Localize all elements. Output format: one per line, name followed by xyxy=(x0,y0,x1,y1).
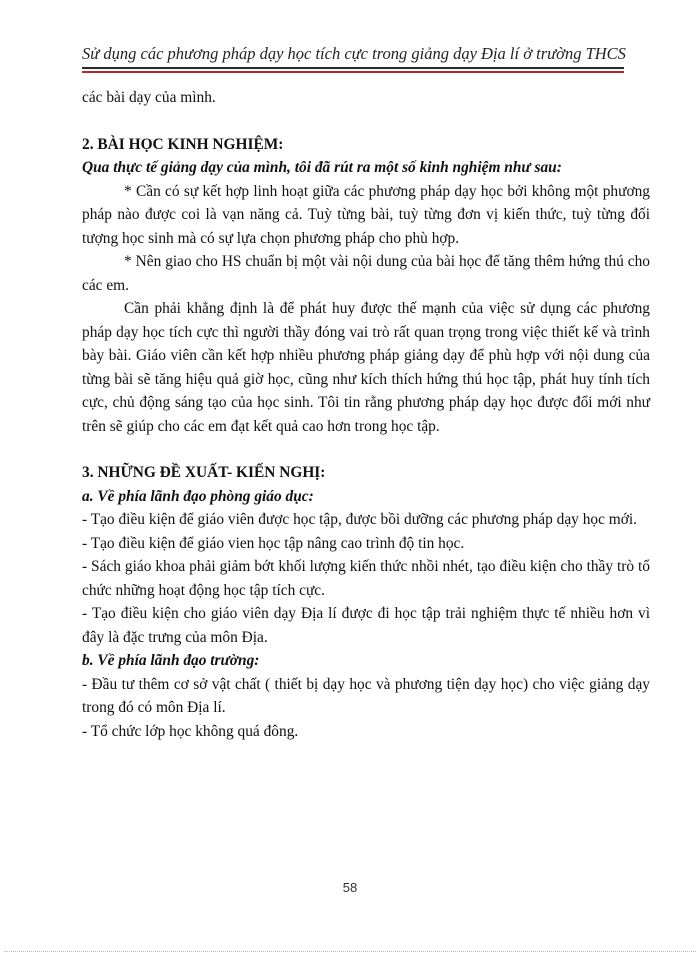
page-bottom-divider xyxy=(4,951,696,952)
proposal-item: - Tạo điều kiện để giáo viên được học tập, được bồi dưỡng các phương pháp dạy học mới. xyxy=(82,511,638,528)
lesson-bullet-2: * Nên giao cho HS chuẩn bị một vài nội dung của bài học để tăng thêm hứng thú cho các em. xyxy=(82,253,650,294)
section-intro: Qua thực tế giảng dạy của mình, tôi đã rút ra một số kinh nghiệm như sau: xyxy=(82,159,562,176)
spacer xyxy=(82,438,650,461)
proposal-item: - Tạo điều kiện để giáo vien học tập nâng cao trình độ tin học. xyxy=(82,534,465,552)
lesson-paragraph: Cần phải khẳng định là để phát huy được thế mạnh của việc sử dụng các phương pháp dạy học tích cực thì người thầy đóng vai trò rất quan trọng trong việc thiết kế và trình bày bài. Giáo viên cần kết hợp nhiều phương pháp giảng dạy để phù hợp với nội dung của từng bài sẽ tăng hiệu quả giờ học, cũng như kích thích hứng thú học tập, phát huy tính tích cực, chủ động sáng tạo của học sinh. Tôi tin rằng phương pháp dạy học được đổi mới như trên sẽ giúp cho các em đạt kết quả cao hơn trong học tập. xyxy=(82,300,650,435)
section-heading-proposals: 3. NHỮNG ĐỀ XUẤT- KIẾN NGHỊ: xyxy=(82,464,326,481)
subheading-education-office: a. Về phía lãnh đạo phòng giáo dục: xyxy=(82,487,314,505)
page-number: 58 xyxy=(342,880,358,895)
continued-line: các bài dạy của mình. xyxy=(82,89,216,106)
section-heading-lessons: 2. BÀI HỌC KINH NGHIỆM: xyxy=(82,135,284,153)
proposal-item: - Đầu tư thêm cơ sở vật chất ( thiết bị dạy học và phương tiện dạy học) cho việc giảng dạy trong đó có môn Địa lí. xyxy=(82,675,650,716)
header-rule-dark xyxy=(82,67,624,69)
lesson-bullet-1: * Cần có sự kết hợp linh hoạt giữa các phương pháp dạy học bởi không một phương pháp nào được coi là vạn năng cả. Tuỳ từng bài, tuỳ từng đơn vị kiến thức, tuỳ từng đối tượng học sinh mà có sự lựa chọn phương pháp cho phù hợp. xyxy=(82,182,650,247)
proposal-item: - Tạo điều kiện cho giáo viên dạy Địa lí được đi học tập trải nghiệm thực tế nhiều hơn vì đây là đặc trưng của môn Địa. xyxy=(82,605,650,646)
spacer xyxy=(82,110,650,133)
header-rule-red xyxy=(82,71,624,73)
running-header: Sử dụng các phương pháp dạy học tích cực trong giảng dạy Địa lí ở trường THCS xyxy=(82,44,626,63)
page-body xyxy=(82,86,650,743)
proposal-item: - Sách giáo khoa phải giảm bớt khối lượng kiến thức nhồi nhét, tạo điều kiện cho thầy trò tổ chức những hoạt động học tập tích cực. xyxy=(82,558,650,599)
subheading-school-leadership: b. Về phía lãnh đạo trường: xyxy=(82,652,260,669)
proposal-item: - Tổ chức lớp học không quá đông. xyxy=(82,722,299,740)
